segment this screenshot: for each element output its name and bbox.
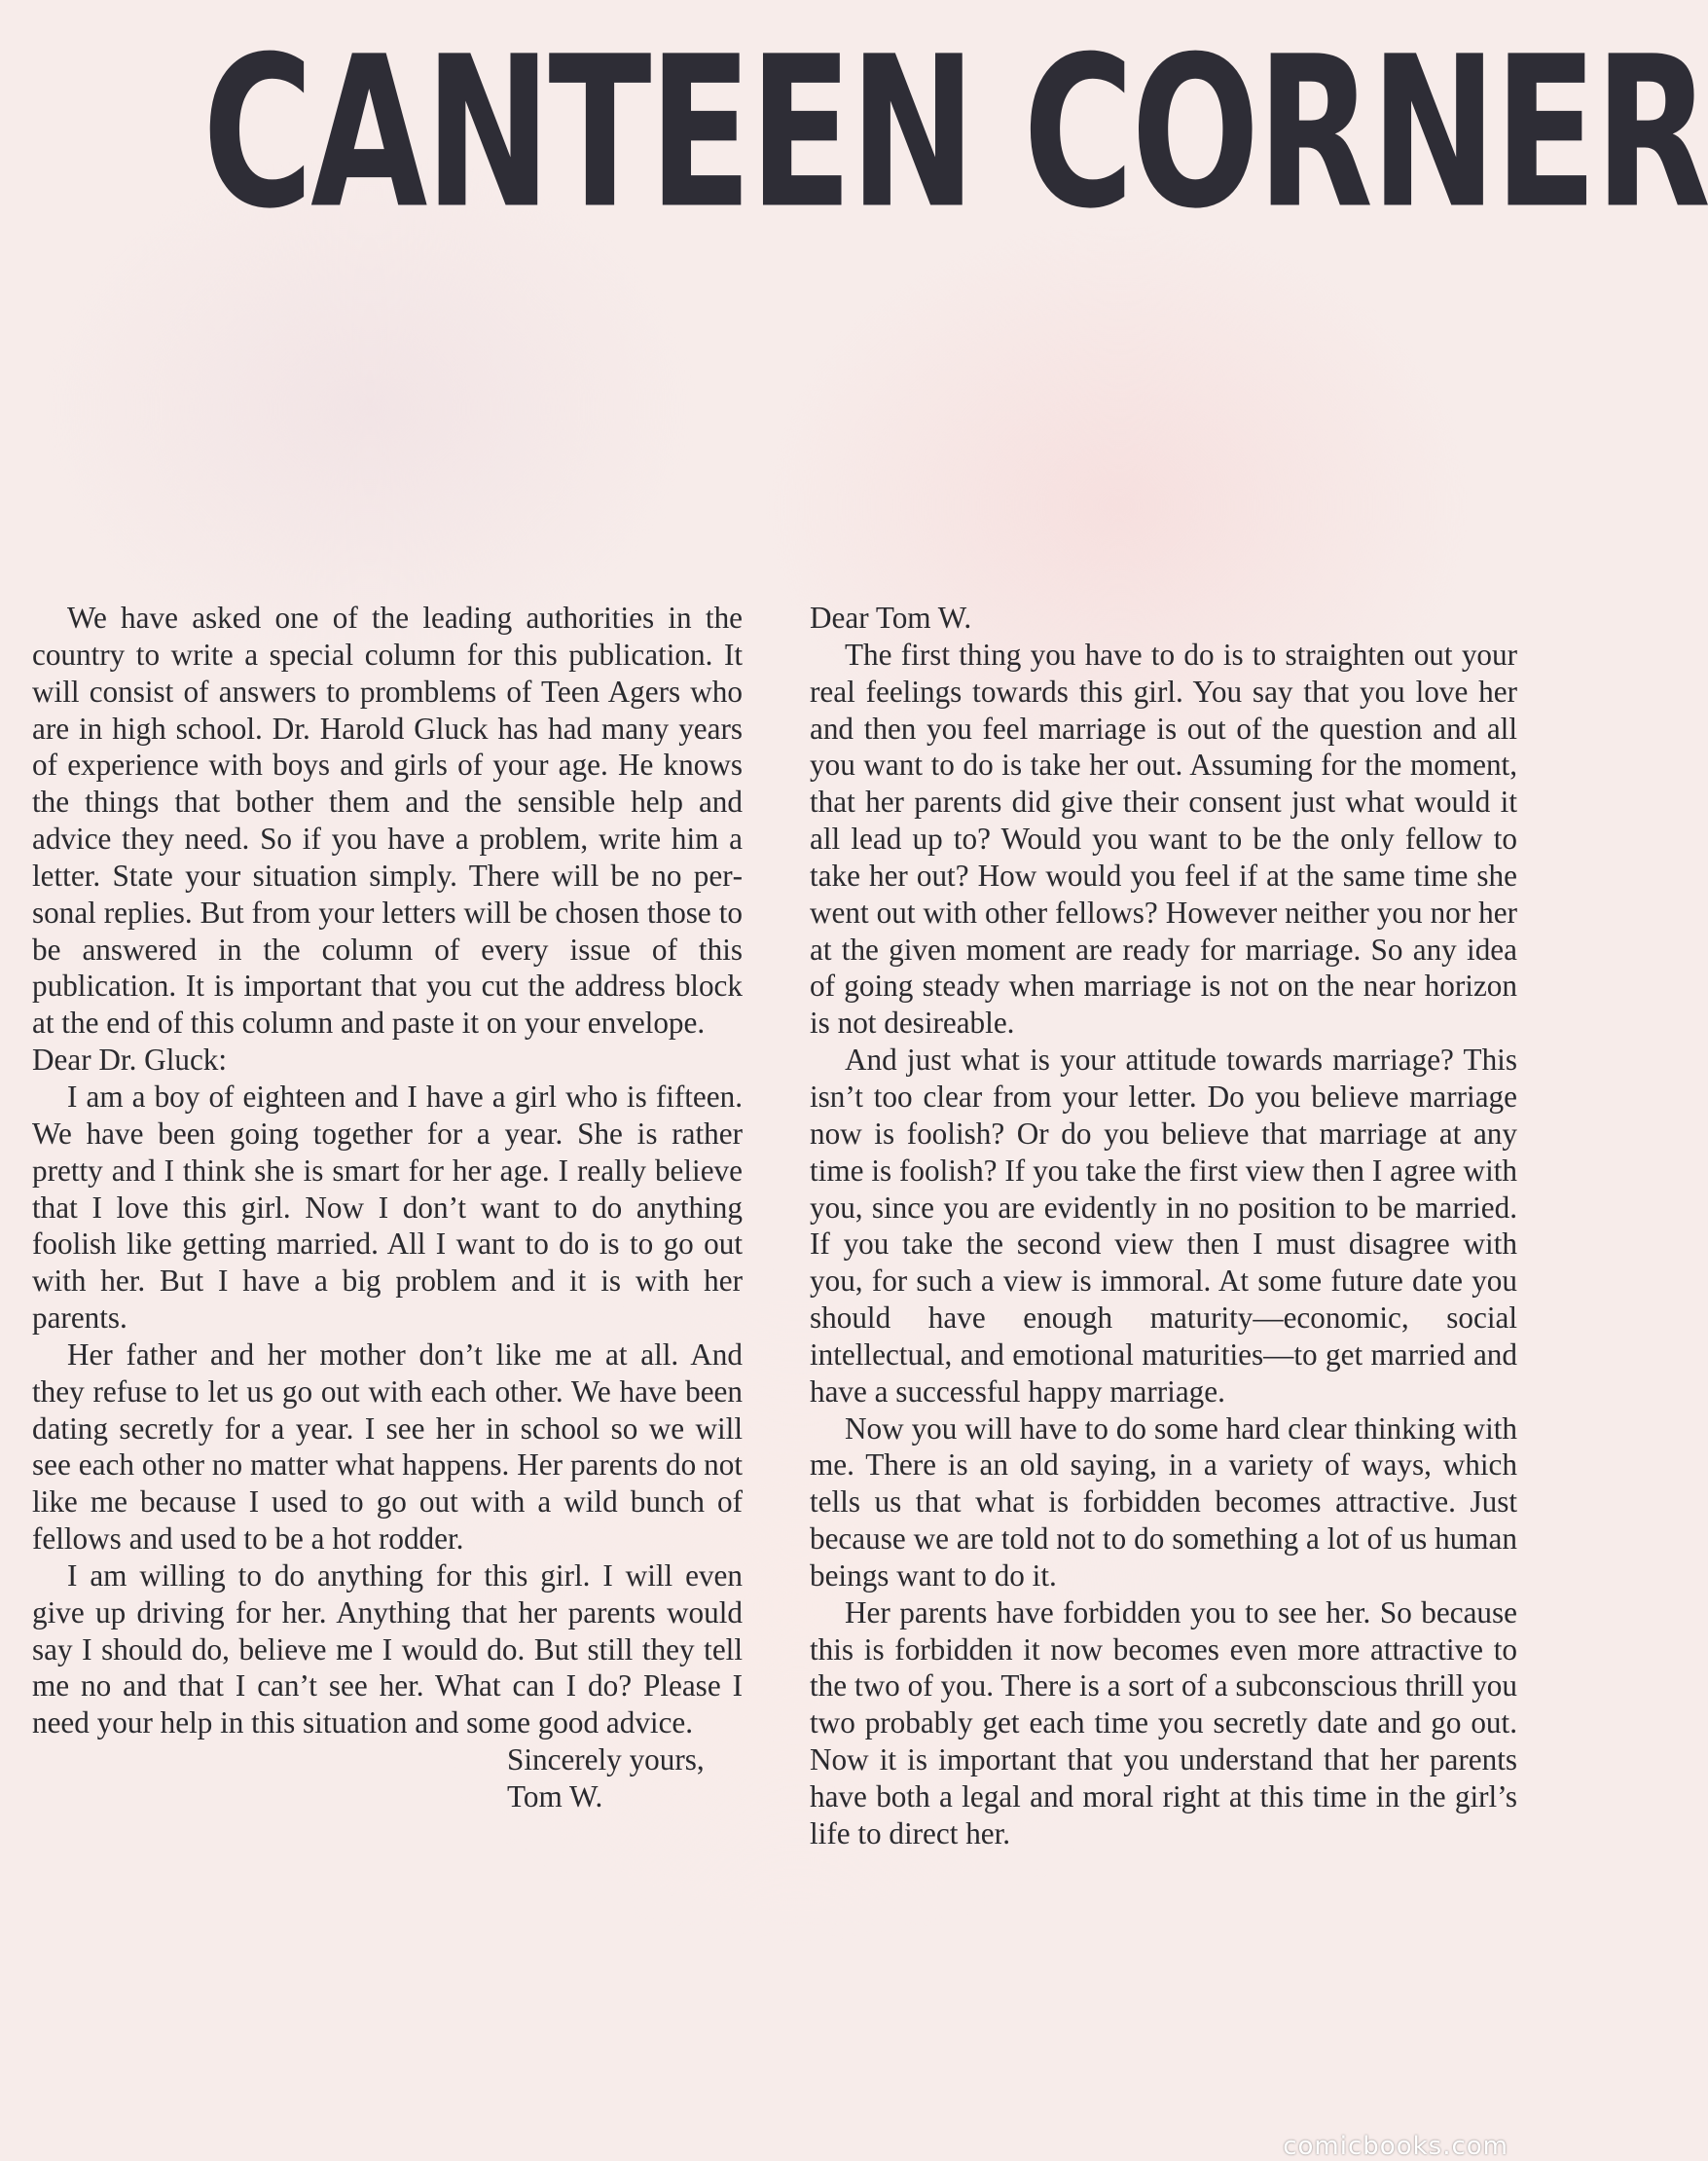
letter-paragraph: I am willing to do anything for this girl. I will even give up driving for her. Anything that her parents would say I should do, believe me I would do. But still they tell me no and that I can’t see her. What can I do? Please I need your help in this situation and some good advice.: [32, 1557, 743, 1740]
letter-salutation: Dear Dr. Gluck:: [32, 1043, 228, 1078]
reply-salutation: Dear Tom W.: [810, 601, 972, 635]
right-column: [810, 600, 1517, 1852]
reply-paragraph: The first thing you have to do is to straighten out your real feelings towards this girl. You say that you love her and then you feel marriage is out of the question and all you want to do is take her out. Assuming for the moment, that her parents did give their consent just what would it all lead up to? Would you want to be the only fellow to take her out? How would you feel if at the same time she went out with other fellows? However neither you nor her at the given moment are ready for marriage. So any idea of going steady when marriage is not on the near horizon is not desireable.: [810, 637, 1517, 1041]
site-watermark: comicbooks.com: [1283, 2132, 1508, 2161]
intro-paragraph: We have asked one of the leading authorities in the country to write a special column for this publication. It will consist of answers to promblems of Teen Agers who are in high school. Dr. Harold Gluck has had many years of experience with boys and girls of your age. He knows the things that bother them and the sensible help and advice they need. So if you have a problem, write him a letter. State your situation simply. There will be no personal replies. But from your letters will be chosen those to be answered in the column of every issue of this publication. It is important that you cut the address block at the end of this column and paste it on your envelope.: [32, 601, 743, 1041]
reply-paragraph: Now you will have to do some hard clear thinking with me. There is an old saying, in a variety of ways, which tells us that what is forbidden becomes attractive. Just because we are told not to do something a lot of us human beings want to do it.: [810, 1410, 1517, 1593]
left-column: [32, 600, 743, 1815]
letter-closing: Sincerely yours,: [507, 1742, 705, 1777]
reply-paragraph: Her parents have forbidden you to see her. So because this is forbidden it now becomes even more attractive to the two of you. There is a sort of a subconscious thrill you two probably get each time you secretly date and go out. Now it is important that you understand that her parents have both a legal and moral right at this time in the girl’s life to direct her.: [810, 1594, 1517, 1850]
page-title: CANTEEN CORNER: [202, 11, 1708, 255]
letter-signature: Tom W.: [507, 1779, 603, 1813]
reply-paragraph: And just what is your attitude towards marriage? This isn’t too clear from your letter. Do you believe marriage now is foolish? Or do you believe that marriage at any time is foolish? If you take the first view then I agree with you, since you are evidently in no position to be married. If you take the second view then I must disagree with you, for such a view is immoral. At some future date you should have enough maturity—economic, social intellectual, and emotional maturities—to get married and have a successful happy marriage.: [810, 1043, 1517, 1409]
letter-paragraph: I am a boy of eighteen and I have a girl who is fifteen. We have been going together for a year. She is rather pretty and I think she is smart for her age. I really believe that I love this girl. Now I don’t want to do anything foolish like getting married. All I want to do is to go out with her. But I have a big problem and it is with her parents.: [32, 1079, 743, 1336]
letter-paragraph: Her father and her mother don’t like me at all. And they refuse to let us go out with each other. We have been dating secretly for a year. I see her in school so we will see each other no matter what happens. Her parents do not like me because I used to go out with a wild bunch of fellows and used to be a hot rodder.: [32, 1337, 743, 1557]
